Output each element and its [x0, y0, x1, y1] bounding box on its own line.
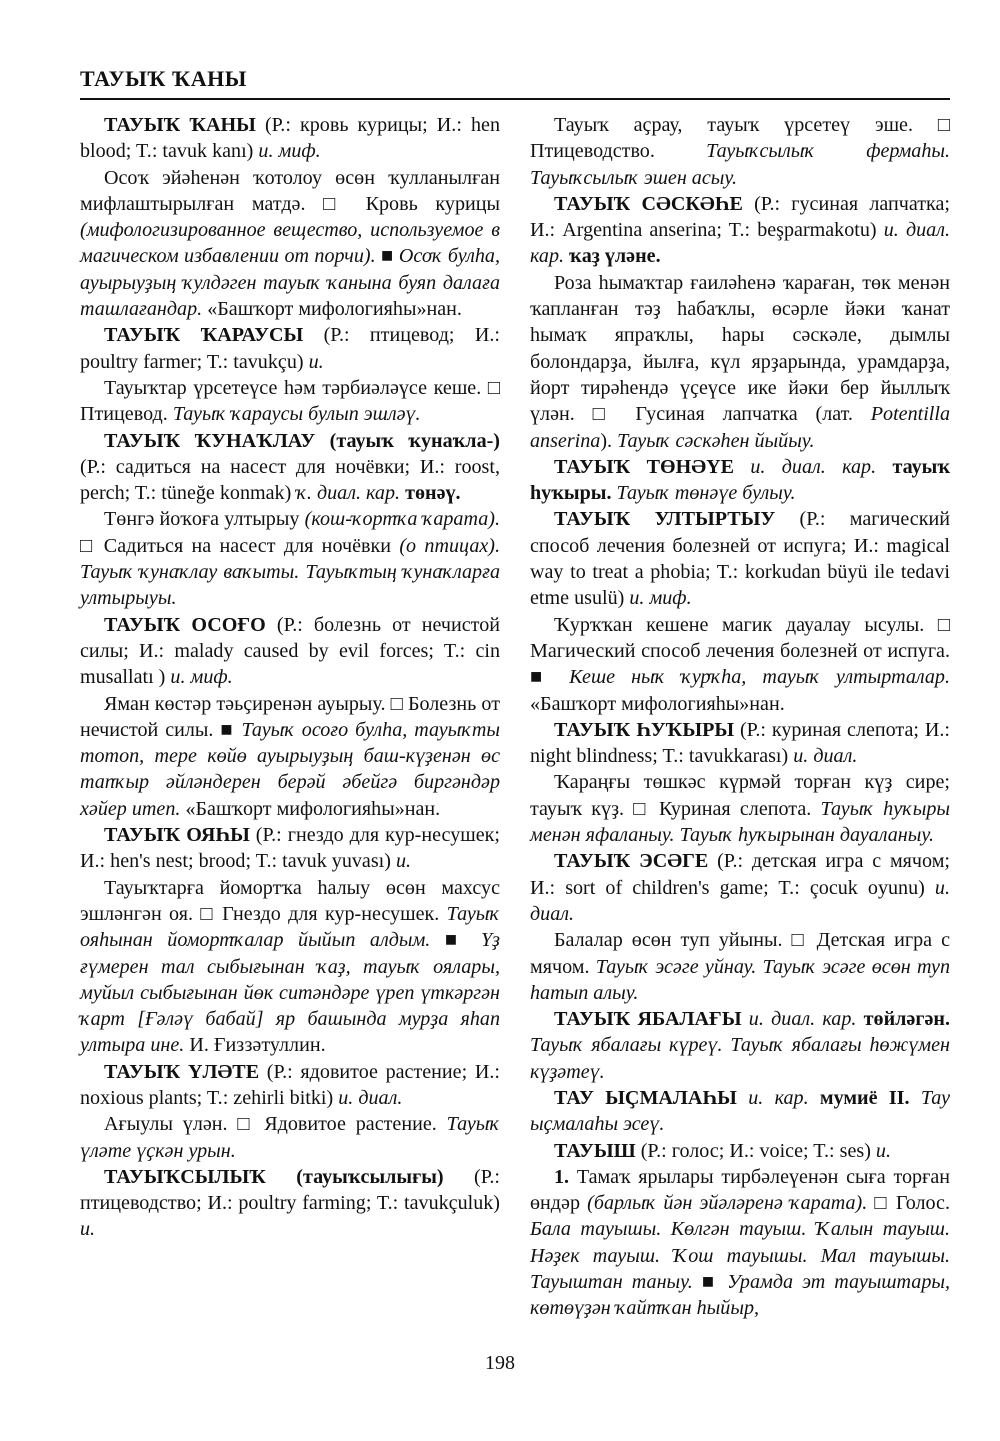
dictionary-entry	[530, 717, 950, 848]
example: Тауыҡсылыҡ фермаһы. Тауыҡсылыҡ эшен асыу.	[530, 140, 950, 189]
headword: ТАУЫҠ СӘСКӘҺЕ	[554, 192, 743, 215]
grammar-note: (Р.: куриная слепота; И.: night blindness; T.: tavukkarası)	[530, 718, 950, 768]
dictionary-entry	[530, 454, 950, 507]
cross-reference: төйләгән.	[856, 1008, 950, 1031]
example: Тауыҡ ҡунаҡлау ваҡыты. Тауыҡтың ҡунаҡларға ултырыуы.	[80, 561, 500, 610]
page-number: 198	[485, 1352, 515, 1374]
example: Тауыҡ эсәге уйнау. Тауыҡ эсәге өсөн туп һатып алыу.	[530, 955, 950, 1004]
headword: ТАУЫҠ ТӨНӘҮЕ	[554, 455, 735, 478]
dictionary-entry	[530, 1138, 950, 1322]
dictionary-entry	[530, 848, 950, 1006]
grammar-note: (Р.: гнездо для кур-несушек; И.: hen's nest; brood; T.: tavuk yuvası)	[80, 824, 500, 873]
definition: Ағыулы үлән. □ Ядовитое растение.	[104, 1113, 447, 1136]
source: «Башҡорт мифологияһы»нан.	[530, 692, 785, 715]
example: Тауыҡ төнәүе булыу.	[611, 482, 796, 505]
usage-marks: и. миф.	[258, 140, 321, 163]
usage-marks: и. миф.	[629, 587, 692, 610]
usage-marks: и. миф.	[170, 666, 233, 689]
headword: ТАУЫҠ ОЯҺЫ	[104, 824, 250, 847]
definition: Тауыҡ аҫрау, тауыҡ үрсетеү эше. □ Птицеводство.	[530, 114, 950, 163]
grammar-note: (Р.: болезнь от нечистой силы; И.: malady caused by evil forces; T.: cin musallatı )	[80, 613, 500, 689]
example: Тауыҡ ҡараусы булып эшләү.	[172, 403, 421, 426]
definition-end: ).	[600, 429, 618, 452]
usage-marks: и. диал.	[530, 876, 950, 925]
definition-ru: (мифологизированное вещество, используемое в магическом избавлении от порчи).	[80, 219, 500, 268]
headword: ТАУЫҠ ҠАНЫ	[104, 114, 256, 136]
example: ■ Осоҡ булһа, ауырыуҙың ҡулдәген тауыҡ ҡанына буяп далаға ташлағандар.	[80, 245, 500, 321]
definition-translation: □ Садиться на насест для ночёвки	[80, 534, 400, 557]
sense-number: 1.	[554, 1165, 570, 1188]
example: ■ Тауыҡ осоғо булһа, тауыҡты тотоп, тере көйө ауырыуҙың баш-күҙенән өс тапҡыр әйләндерен берәй әбейгә биргәндәр хәйер итеп.	[80, 718, 501, 820]
example: Тауыҡ ояһынан йомортҡалар йыйып алдым.	[80, 902, 500, 952]
grammar-note: (Р.: ядовитое растение; И.: noxious plants; T.: zehirli bitki)	[80, 1060, 500, 1109]
headword: ТАУЫҠ УЛТЫРТЫУ	[554, 508, 776, 531]
grammar-note: (Р.: голос; И.: voice; T.: ses)	[635, 1139, 876, 1162]
definition-translation: □ Голос.	[867, 1192, 950, 1215]
usage-marks: и. диал. кар.	[741, 1008, 857, 1031]
headword: ТАУ ЫҪМАЛАҺЫ	[554, 1086, 737, 1109]
dictionary-entry	[530, 191, 950, 454]
dictionary-entry	[530, 1085, 950, 1138]
grammar-note: (Р.: кровь курицы; И.: hen blood; T.: tavuk kanı)	[80, 114, 500, 163]
source: «Башҡорт мифологияһы»нан.	[180, 797, 441, 820]
latin-name: Potentilla anserina	[530, 403, 950, 452]
usage-marks: и. диал.	[338, 1086, 403, 1109]
dictionary-entry	[530, 1006, 950, 1085]
grammar-note: (Р.: гусиная лапчатка; И.: Argentina anserina; T.: beşparmakotu)	[530, 192, 950, 242]
usage-marks: и.	[875, 1139, 891, 1162]
left-column	[80, 112, 500, 1243]
usage-marks: и. диал.	[793, 745, 858, 768]
headword: ТАУЫҠ ҠУНАҠЛАУ (тауыҡ ҡунаҡла-)	[104, 429, 500, 452]
example: Тауыҡ үләте үҫкән урын.	[80, 1113, 500, 1162]
dictionary-entry	[80, 612, 500, 822]
definition: Осоҡ эйәһенән ҡотолоу өсөн ҡулланылған мифлаштырылған матдә. □ Кровь курицы	[80, 166, 500, 215]
usage-marks: и. кар.	[736, 1086, 809, 1109]
running-header-title: ТАУЫҠ ҠАНЫ	[80, 66, 247, 91]
usage-marks: и.	[308, 350, 324, 373]
right-column	[530, 112, 950, 1322]
headword: ТАУЫШ	[554, 1139, 636, 1162]
grammar-note: (Р.: садиться на насест для ночёвки; И.: roost, perch; T.: tüneğe konmak)	[80, 455, 500, 505]
headword: ТАУЫҠСЫЛЫҠ (тауыҡсылығы)	[104, 1165, 444, 1188]
usage-marks: ҡ. диал. кар.	[296, 482, 401, 505]
usage-marks: и. диал. кар.	[734, 455, 877, 478]
example: Тауыҡ ябалағы күреү. Тауыҡ ябалағы һөжүмен күҙәтеү.	[530, 1034, 950, 1083]
definition-ru: (кош-ҡортҡа ҡарата).	[304, 508, 500, 531]
dictionary-entry	[530, 506, 950, 716]
dictionary-entry	[80, 428, 500, 612]
dictionary-entry	[80, 322, 500, 427]
example: Бала тауышы. Көлгән тауыш. Ҡалын тауыш. Нәҙек тауыш. Ҡош тауышы. Мал тауышы. Тауыштан таныу.	[530, 1218, 950, 1294]
example: ■ Кеше ныҡ ҡурҡһа, тауыҡ ултырталар.	[530, 666, 950, 689]
grammar-note: (Р.: детская игра с мячом; И.: sort of children's game; T.: çocuk oyunu)	[530, 850, 950, 899]
example: Тау ыҫмалаһы эсеү.	[530, 1086, 950, 1136]
usage-marks: и.	[395, 850, 412, 873]
cross-reference: мумиё II.	[808, 1086, 910, 1109]
grammar-note: (Р.: птицевод; И.: poultry farmer; T.: tavukçu)	[80, 324, 500, 373]
cross-reference: төнәү.	[400, 482, 461, 505]
example-2: ■ Үҙ ғүмерен тал сыбығынан ҡаҙ, тауыҡ оялары, муйыл сыбығынан йөк ситәндәре үреп үткәргән ҡарт [Ғәләү бабай] яр башында мурҙа яһап ултыра ине.	[80, 929, 500, 1057]
example: Тауыҡ һуҡыры менән яфаланыу. Тауыҡ һуҡырынан дауаланыу.	[530, 797, 950, 847]
usage-marks: и. диал. кар.	[530, 219, 950, 268]
dictionary-entry	[80, 112, 500, 322]
definition-ru: (барлыҡ йән эйәләренә ҡарата).	[587, 1192, 868, 1215]
dictionary-entry-continued	[530, 112, 950, 191]
source: «Башҡорт мифологияһы»нан.	[202, 298, 462, 321]
headword: ТАУЫҠ ЭСӘГЕ	[554, 850, 709, 873]
cross-reference: ҡаҙ үләне.	[564, 245, 661, 268]
definition: Ҡараңғы төшкәс күрмәй торған күҙ сире; тауыҡ күҙ. □ Куриная слепота.	[530, 771, 950, 820]
grammar-note: (Р.: птицеводство; И.: poultry farming; T.: tavukçuluk)	[80, 1165, 500, 1215]
example-2: ■ Урамда эт тауыштары, көтөүҙән ҡайтҡан һыйыр,	[530, 1271, 951, 1320]
headword: ТАУЫҠ ОСОҒО	[104, 613, 266, 636]
dictionary-entry	[80, 822, 500, 1059]
example: Тауыҡ сәскәһен йыйыу.	[617, 429, 815, 452]
usage-marks: и.	[80, 1218, 96, 1241]
headword: ТАУЫҠ ҠАРАУСЫ	[104, 324, 304, 347]
definition: Тауыҡтарға йомортҡа һалыу өсөн махсус эшләнгән оя. □ Гнездо для кур-несушек.	[80, 876, 500, 925]
definition-ru-2: (о птицах).	[399, 534, 501, 557]
source: И. Ғиззәтуллин.	[184, 1034, 326, 1057]
definition: Яман көстәр тәьҫиренән ауырыу. □ Болезнь от нечистой силы.	[80, 692, 500, 741]
grammar-note: (Р.: магический способ лечения болезней от испуга; И.: magical way to treat a phobia; T.: korkudan büyü ile tedavi etme usulü)	[530, 508, 950, 610]
running-header	[80, 58, 950, 100]
dictionary-entry	[80, 1164, 500, 1243]
definition: Төнгә йоҡоға ултырыу	[104, 508, 305, 531]
definition: Тамаҡ ярылары тирбәлеүенән сыға торған өндәр	[530, 1165, 950, 1215]
headword: ТАУЫҠ ҺУҠЫРЫ	[554, 718, 735, 741]
headword: ТАУЫҠ ҮЛӘТЕ	[104, 1060, 260, 1083]
headword: ТАУЫҠ ЯБАЛАҒЫ	[554, 1008, 742, 1031]
cross-reference: тауыҡ һуҡыры.	[530, 455, 951, 505]
dictionary-entry	[80, 1059, 500, 1164]
definition: Роза һымаҡтар ғаиләһенә ҡараған, төк менән ҡапланған тәҙ һабаҡлы, өсәрле йәки ҡанат һымаҡ япраҡлы, һары сәскәле, дымлы болондарҙа, йылға, күл ярҙарында, урамдарҙа, йорт тирәһендә үҫеүсе ике йәки бер йыллыҡ үлән. □ Гусиная лапчатка (лат.	[530, 271, 950, 426]
definition: Балалар өсөн туп уйыны. □ Детская игра с мячом.	[530, 929, 950, 978]
definition: Тауыҡтар үрсетеүсе һәм тәрбиәләүсе кеше. □ Птицевод.	[80, 376, 500, 426]
definition: Ҡурҡҡан кешене магик дауалау ысулы. □ Магический способ лечения болезней от испуга.	[530, 613, 950, 662]
